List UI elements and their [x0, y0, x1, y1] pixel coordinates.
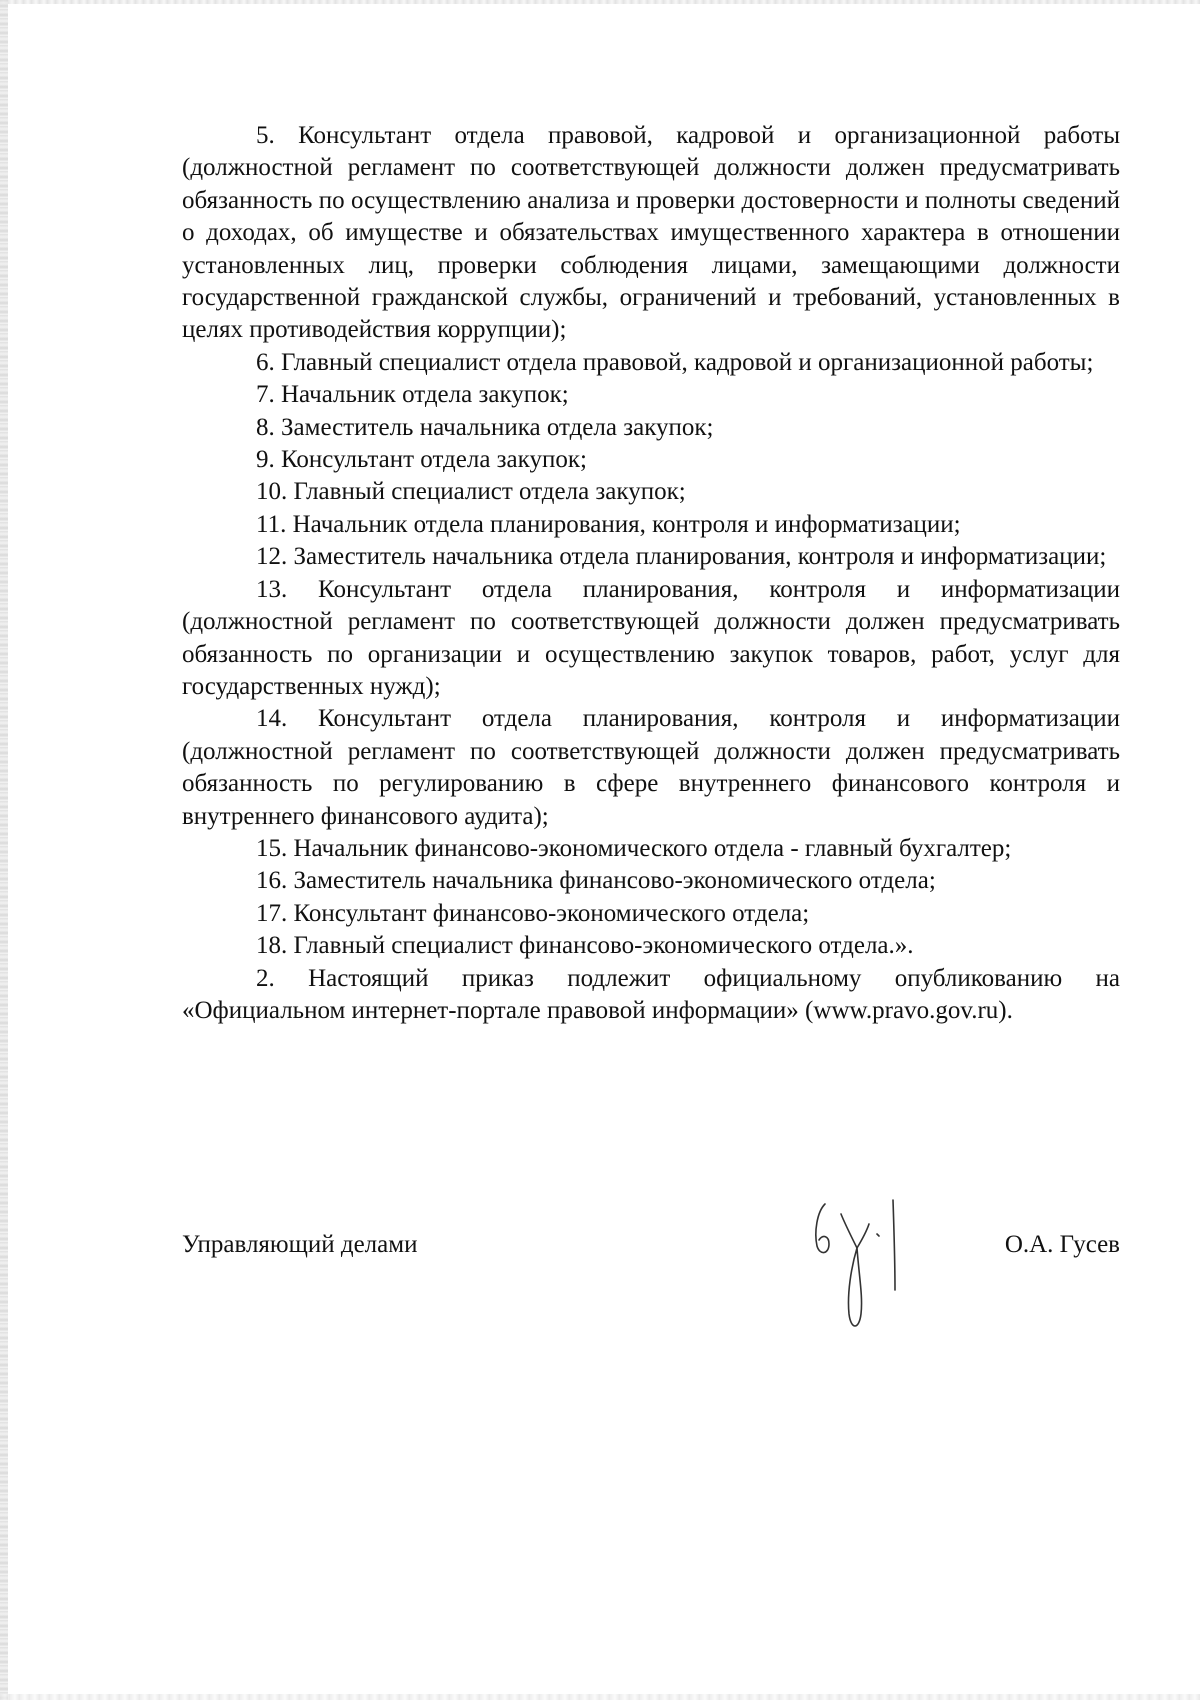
- document-body: [182, 120, 1120, 1027]
- paragraph-item-7: 7. Начальник отдела закупок;: [256, 381, 569, 409]
- signature-block: [182, 1210, 1120, 1330]
- paragraph-item-5: 5. Консультант отдела правовой, кадровой и организационной работы (должностной регламент по соответствующей должности должен предусматривать обязанность по осуществлению анализа и проверки достоверности и полноты сведений о доходах, об имуществе и обязательствах имущественного характера в отношении установленных лиц, проверки соблюдения лицами, замещающими должности государственной гражданской службы, ограничений и требований, установленных в целях противодействия коррупции);: [182, 122, 1120, 344]
- signatory-name: О.А. Гусев: [1004, 1231, 1120, 1258]
- paragraph-item-12: 12. Заместитель начальника отдела планирования, контроля и информатизации;: [256, 543, 1107, 571]
- paragraph-item-15: 15. Начальник финансово-экономического отдела - главный бухгалтер;: [256, 834, 1012, 862]
- paragraph-publication-clause: 2. Настоящий приказ подлежит официальному опубликованию на «Официальном интернет-портале правовой информации» (www.pravo.gov.ru).: [182, 964, 1120, 1024]
- paragraph-item-17: 17. Консультант финансово-экономического отдела;: [256, 899, 810, 927]
- scan-edge-left: [0, 0, 8, 1700]
- paragraph-item-8: 8. Заместитель начальника отдела закупок;: [256, 413, 714, 441]
- paragraph-item-11: 11. Начальник отдела планирования, контроля и информатизации;: [256, 510, 961, 538]
- paragraph-item-9: 9. Консультант отдела закупок;: [256, 446, 587, 474]
- signatory-position: Управляющий делами: [182, 1231, 418, 1258]
- paragraph-item-13: 13. Консультант отдела планирования, контроля и информатизации (должностной регламент по соответствующей должности должен предусматривать обязанность по организации и осуществлению закупок товаров, работ, услуг для государственных нужд);: [182, 575, 1120, 700]
- paragraph-item-10: 10. Главный специалист отдела закупок;: [256, 478, 686, 506]
- handwritten-signature: [807, 1190, 907, 1350]
- scan-edge-top: [0, 0, 1200, 4]
- paragraph-item-14: 14. Консультант отдела планирования, контроля и информатизации (должностной регламент по соответствующей должности должен предусматривать обязанность по регулированию в сфере внутреннего финансового контроля и внутреннего финансового аудита);: [182, 705, 1120, 830]
- scan-edge-bottom: [0, 1694, 1200, 1700]
- paragraph-item-6: 6. Главный специалист отдела правовой, кадровой и организационной работы;: [256, 348, 1094, 376]
- paragraph-item-16: 16. Заместитель начальника финансово-экономического отдела;: [256, 867, 936, 895]
- paragraph-item-18: 18. Главный специалист финансово-экономического отдела.».: [256, 932, 914, 960]
